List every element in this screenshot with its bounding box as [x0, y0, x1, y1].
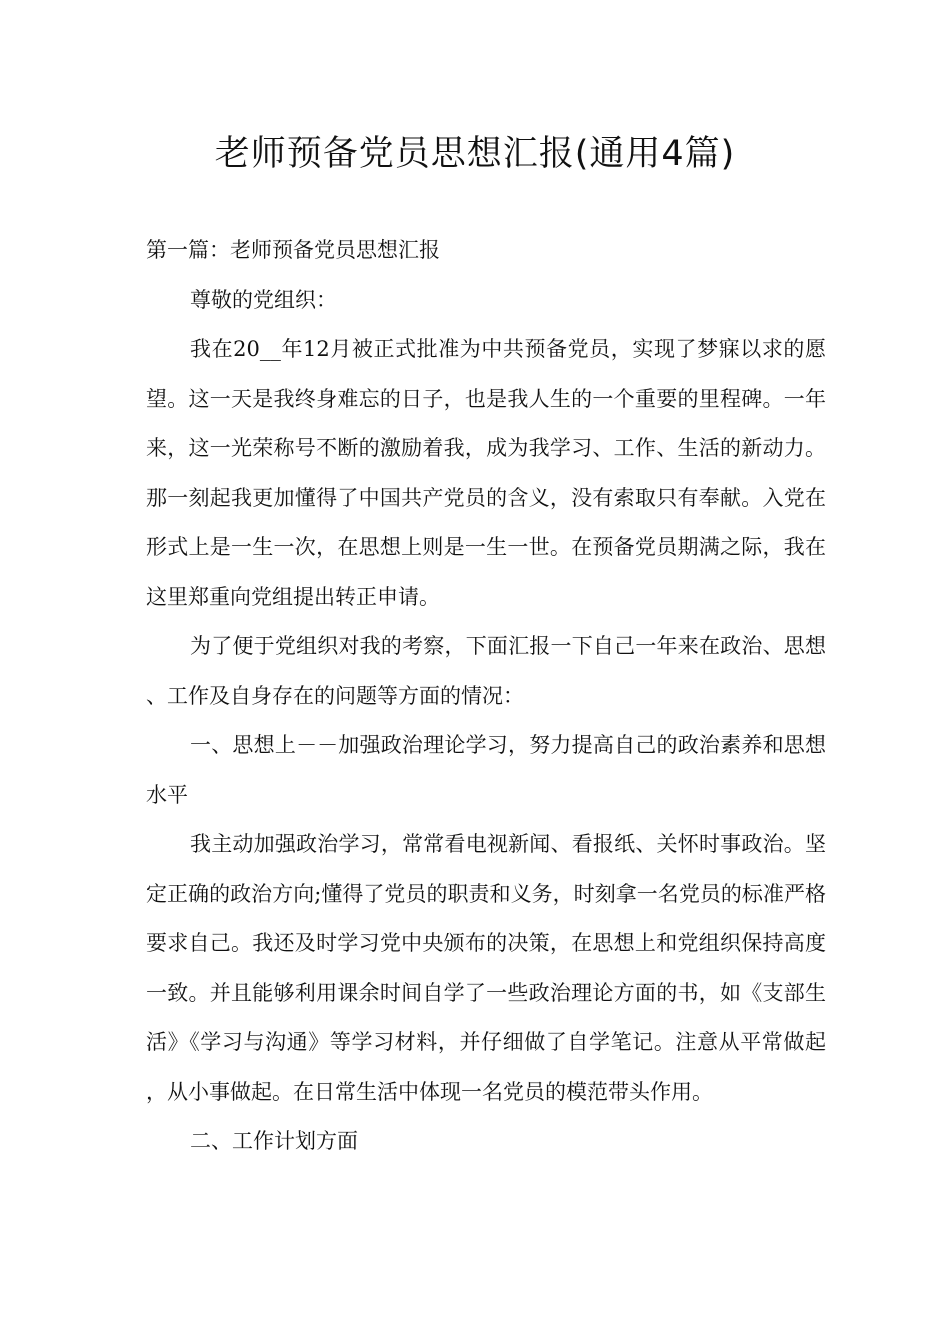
paragraph-political-study: 我主动加强政治学习，常常看电视新闻、看报纸、关怀时事政治。坚定正确的政治方向;懂得了党员的职责和义务，时刻拿一名党员的标准严格要求自己。我还及时学习党中央颁布的决策，在思想上和党组织保持高度一致。并且能够利用课余时间自学了一些政治理论方面的书，如《支部生活》《学习与沟通》等学习材料，并仔细做了自学笔记。注意从平常做起，从小事做起。在日常生活中体现一名党员的模范带头作用。 — [146, 832, 826, 1104]
document-body — [146, 226, 826, 1167]
section-heading-first: 第一篇：老师预备党员思想汇报 — [146, 238, 440, 262]
document-title: 老师预备党员思想汇报(通用4篇) — [214, 134, 736, 174]
subheading-thought: 一、思想上－－加强政治理论学习，努力提高自己的政治素养和思想水平 — [146, 733, 826, 807]
subheading-work-plan: 二、工作计划方面 — [190, 1129, 358, 1153]
paragraph-overview: 为了便于党组织对我的考察，下面汇报一下自己一年来在政治、思想、工作及自身存在的问题等方面的情况： — [146, 634, 826, 708]
paragraph-introduction: 我在20__年12月被正式批准为中共预备党员，实现了梦寐以求的愿望。这一天是我终身难忘的日子，也是我人生的一个重要的里程碑。一年来，这一光荣称号不断的激励着我，成为我学习、工作、生活的新动力。那一刻起我更加懂得了中国共产党员的含义，没有索取只有奉献。入党在形式上是一生一次，在思想上则是一生一世。在预备党员期满之际，我在这里郑重向党组提出转正申请。 — [146, 337, 826, 609]
salutation: 尊敬的党组织： — [190, 287, 337, 312]
